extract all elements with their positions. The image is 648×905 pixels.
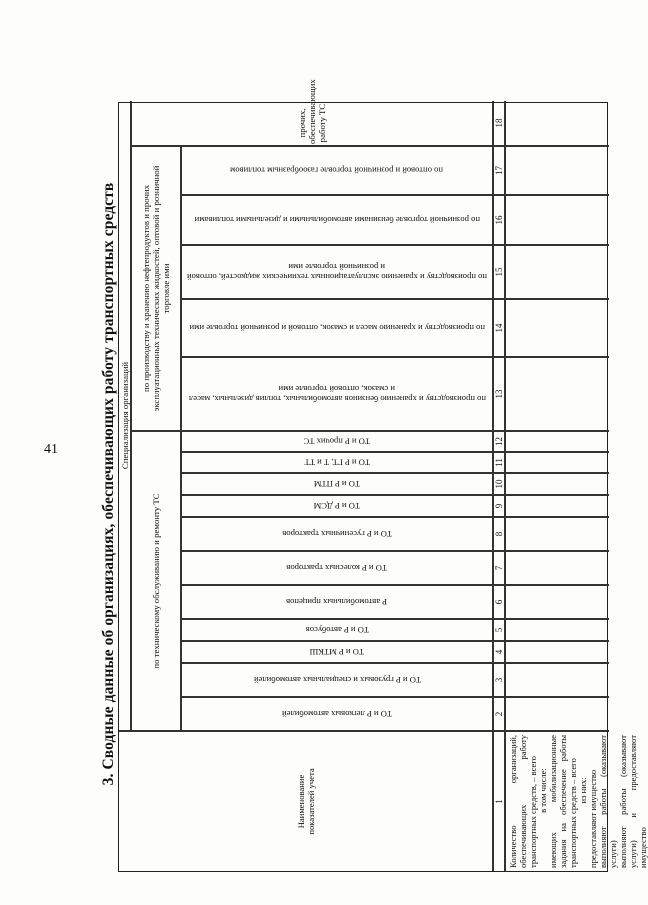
table-row: Количество организаций, обеспечивающих работу транспортных средств, – всего <box>508 735 538 868</box>
column-number: 16 <box>493 195 505 245</box>
data-cell <box>505 299 609 357</box>
col-header-6: Р автомобильных прицепов <box>181 585 493 619</box>
column-number: 14 <box>493 299 505 357</box>
column-number: 2 <box>493 697 505 731</box>
col-header-4: ТО и Р МТКШ <box>181 641 493 663</box>
table-row: выполняют работы (оказывают услуги) и предоставляют имущество <box>618 735 648 868</box>
data-cell <box>505 697 609 731</box>
column-number: 10 <box>493 473 505 495</box>
column-number: 5 <box>493 619 505 641</box>
row-labels-cell <box>505 731 648 871</box>
column-number: 17 <box>493 146 505 195</box>
column-number: 1 <box>493 731 505 871</box>
column-number: 8 <box>493 517 505 551</box>
data-cell <box>505 585 609 619</box>
col-header-13: по производству и хранению бензинов автомобильных, топлив дизельных, масел и смазок, оптовой торговле ими <box>181 357 493 431</box>
document-title: 3. Сводные данные об организациях, обеспечивающих работу транспортных средств <box>100 182 117 786</box>
column-number: 13 <box>493 357 505 431</box>
column-number: 4 <box>493 641 505 663</box>
col-header-8: ТО и Р гусеничных тракторов <box>181 517 493 551</box>
data-cell <box>505 452 609 473</box>
page-number: 41 <box>44 442 58 457</box>
col-header-15: по производству и хранению эксплуатационных технических жидкостей, оптовой и розничной торговле ими <box>181 245 493 299</box>
specialization-header: Специализация организаций <box>119 101 131 731</box>
rotated-page <box>98 79 648 880</box>
group-maintenance-header: по техническому обслуживанию и ремонту ТС <box>131 431 181 731</box>
data-cell <box>505 146 609 195</box>
table-row: выполняют работы (оказывают услуги) <box>598 735 618 868</box>
column-number: 18 <box>493 101 505 146</box>
data-cell <box>505 473 609 495</box>
table-row: из них: <box>578 777 588 804</box>
table-row: в том числе: <box>538 768 548 813</box>
summary-table <box>118 79 648 872</box>
col-header-10: ТО и Р ПТМ <box>181 473 493 495</box>
col-header-7: ТО и Р колесных тракторов <box>181 551 493 585</box>
data-cell <box>505 357 609 431</box>
column-number: 3 <box>493 663 505 697</box>
col-header-14: по производству и хранению масел и смазок, оптовой и розничной торговле ими <box>181 299 493 357</box>
column-number: 7 <box>493 551 505 585</box>
column-number: 11 <box>493 452 505 473</box>
data-cell <box>505 245 609 299</box>
data-cell <box>505 431 609 452</box>
data-cell <box>505 619 609 641</box>
table-row: предоставляют имущество <box>588 769 598 868</box>
col-header-16: по розничной торговле бензинами автомобильными и дизельными топливами <box>181 195 493 245</box>
col-header-5: ТО и Р автобусов <box>181 619 493 641</box>
data-cell <box>505 195 609 245</box>
data-cell <box>505 551 609 585</box>
column-number: 6 <box>493 585 505 619</box>
data-cell <box>505 495 609 517</box>
col-header-2: ТО и Р легковых автомобилей <box>181 697 493 731</box>
col-header-3: ТО и Р грузовых и специальных автомобилей <box>181 663 493 697</box>
data-cell <box>505 101 609 146</box>
col-header-11: ТО и Р ГТ, Т и ТТ <box>181 452 493 473</box>
data-cell <box>505 641 609 663</box>
data-cell <box>505 663 609 697</box>
data-cell <box>505 517 609 551</box>
col-header-12: ТО и Р прочих ТС <box>181 431 493 452</box>
col-other-header: прочих, обеспечивающих работу ТС <box>131 101 493 146</box>
group-fuel-header: по производству и хранению нефтепродуктов и прочих эксплуатационных технических жидкостей, оптовой и розничной торговле ими <box>131 146 181 431</box>
table-row: имеющих мобилизационные задания на обеспечение работы транспортных средств – всего <box>548 735 578 868</box>
column-number: 12 <box>493 431 505 452</box>
col-header-9: ТО и Р ДСМ <box>181 495 493 517</box>
col-header-17: по оптовой и розничной торговле газообразным топливом <box>181 146 493 195</box>
column-number: 15 <box>493 245 505 299</box>
row-header-label: Наименование показателей учета <box>119 731 493 871</box>
column-number: 9 <box>493 495 505 517</box>
